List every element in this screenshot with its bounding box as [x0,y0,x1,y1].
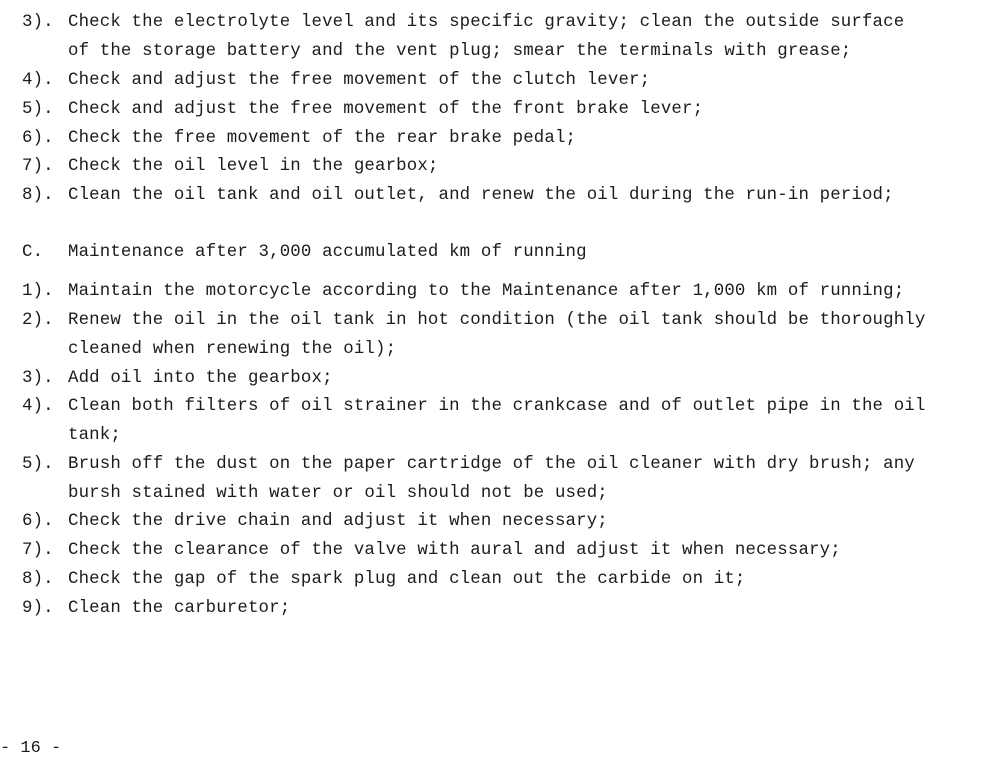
item-number: 4). [22,71,54,90]
item-text: Check the clearance of the valve with aural and adjust it when necessary; [68,541,841,560]
item-number: 5). [22,455,54,474]
item-number: 6). [22,129,54,148]
item-number: 3). [22,369,54,388]
item-text: Check the gap of the spark plug and clean out the carbide on it; [68,570,746,589]
item-text: Clean the oil tank and oil outlet, and renew the oil during the run-in period; [68,186,894,205]
item-number: 3). [22,13,54,32]
item-text: Check the oil level in the gearbox; [68,157,439,176]
item-number: 8). [22,186,54,205]
item-text: Renew the oil in the oil tank in hot condition (the oil tank should be thoroughly [68,311,926,330]
item-number: 8). [22,570,54,589]
item-text-continuation: bursh stained with water or oil should not be used; [68,484,608,503]
item-text-continuation: cleaned when renewing the oil); [68,340,397,359]
item-number: 5). [22,100,54,119]
page-number: - 16 - [0,739,62,758]
item-text: Clean the carburetor; [68,599,291,618]
item-text: Check the electrolyte level and its specific gravity; clean the outside surface [68,13,905,32]
item-number: 1). [22,282,54,301]
item-text: Check and adjust the free movement of the clutch lever; [68,71,651,90]
item-number: 7). [22,541,54,560]
item-text: Check the drive chain and adjust it when necessary; [68,512,608,531]
item-number: 9). [22,599,54,618]
item-text: Maintain the motorcycle according to the Maintenance after 1,000 km of running; [68,282,905,301]
item-text-continuation: tank; [68,426,121,445]
item-text: Add oil into the gearbox; [68,369,333,388]
item-text: Check and adjust the free movement of the front brake lever; [68,100,704,119]
item-text: Clean both filters of oil strainer in the crankcase and of outlet pipe in the oil [68,397,926,416]
item-number: 7). [22,157,54,176]
item-number: 6). [22,512,54,531]
item-number: 4). [22,397,54,416]
section-title: Maintenance after 3,000 accumulated km of running [68,243,587,262]
item-text: Check the free movement of the rear brake pedal; [68,129,577,148]
section-letter: C. [22,243,44,262]
item-text: Brush off the dust on the paper cartridge of the oil cleaner with dry brush; any [68,455,915,474]
item-number: 2). [22,311,54,330]
item-text-continuation: of the storage battery and the vent plug; smear the terminals with grease; [68,42,852,61]
